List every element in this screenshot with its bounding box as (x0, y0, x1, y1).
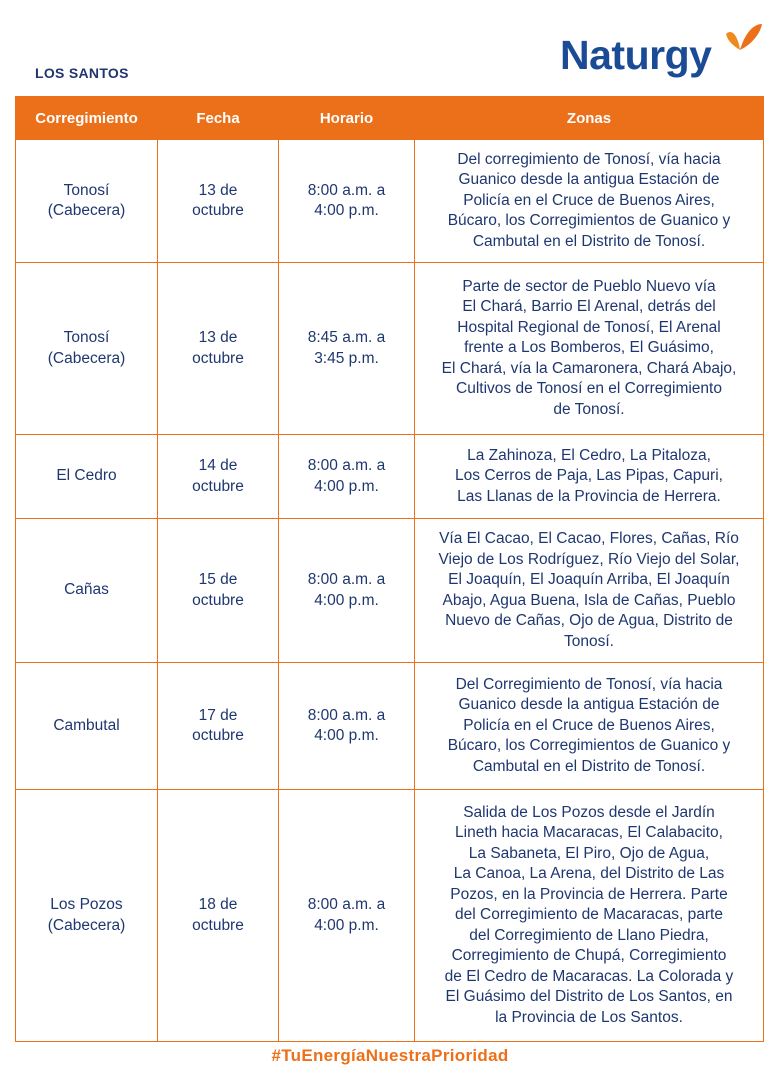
cell-line: Del corregimiento de Tonosí, vía hacia (457, 150, 721, 168)
cell-corregimiento (16, 140, 158, 263)
cell-line: Policía en el Cruce de Buenos Aires, (463, 191, 715, 209)
cell-line: octubre (192, 916, 244, 934)
header-fecha: Fecha (158, 97, 279, 140)
cell-line: octubre (192, 727, 244, 744)
cell-corregimiento (16, 435, 158, 519)
cell-line: Las Llanas de la Provincia de Herrera. (457, 487, 721, 505)
cell-zonas (415, 790, 764, 1042)
cell-line: Búcaro, los Corregimientos de Guanico y (447, 212, 731, 230)
cell-line: Hospital Regional de Tonosí, El Arenal (457, 318, 721, 336)
cell-line: La Sabaneta, El Piro, Ojo de Agua, (468, 844, 710, 862)
cell-line: (Cabecera) (47, 202, 126, 219)
cell-fecha (158, 435, 279, 519)
cell-fecha (158, 263, 279, 435)
cell-horario (279, 519, 415, 663)
cell-fecha (158, 140, 279, 263)
cell-line: Cambutal en el Distrito de Tonosí. (472, 232, 706, 250)
cell-horario (279, 263, 415, 435)
cell-line: 13 de (198, 181, 238, 199)
butterfly-icon (722, 22, 766, 62)
cell-fecha (158, 790, 279, 1042)
cell-line: Guanico desde la antigua Estación de (458, 171, 720, 189)
logo-wordmark: Naturgy (560, 32, 712, 78)
cell-line: Nuevo de Cañas, Ojo de Agua, Distrito de (445, 612, 733, 629)
cell-line: la Provincia de Los Santos. (495, 1008, 683, 1026)
cell-line: del Corregimiento de Macaracas, parte (455, 906, 723, 924)
cell-line: de Tonosí. (553, 400, 625, 418)
cell-line: 4:00 p.m. (314, 477, 379, 495)
cell-line: Vía El Cacao, El Cacao, Flores, Cañas, Río (439, 530, 739, 547)
cell-line: Corregimiento de Chupá, Corregimiento (451, 947, 727, 965)
cell-line: Cultivos de Tonosí en el Corregimiento (456, 380, 722, 398)
cell-line: Pozos, en la Provincia de Herrera. Parte (450, 885, 728, 903)
table-row (16, 263, 764, 435)
table-body (16, 140, 764, 1042)
cell-line: Cambutal en el Distrito de Tonosí. (472, 757, 706, 775)
cell-line: Salida de Los Pozos desde el Jardín (463, 803, 715, 821)
cell-line: 14 de (198, 457, 238, 474)
cell-line: Del Corregimiento de Tonosí, vía hacia (455, 675, 723, 693)
cell-zonas (415, 519, 764, 663)
header-corregimiento: Corregimiento (16, 97, 158, 140)
cell-line: (Cabecera) (47, 349, 126, 367)
cell-line: 8:00 a.m. a (307, 706, 386, 724)
cell-zonas (415, 435, 764, 519)
cell-line: 18 de (198, 896, 238, 913)
cell-line: octubre (192, 591, 244, 609)
header-horario: Horario (279, 97, 415, 140)
cell-line: 8:00 a.m. a (307, 457, 386, 474)
cell-corregimiento (16, 663, 158, 790)
cell-line: El Joaquín, El Joaquín Arriba, El Joaquín (448, 571, 730, 588)
cell-corregimiento (16, 790, 158, 1042)
cell-line: 3:45 p.m. (314, 349, 379, 367)
cell-line: Cambutal (53, 716, 120, 734)
cell-zonas (415, 663, 764, 790)
schedule-table (15, 96, 764, 1042)
cell-corregimiento (16, 263, 158, 435)
cell-line: Parte de sector de Pueblo Nuevo vía (462, 277, 716, 295)
cell-line: Tonosí (63, 181, 110, 199)
cell-line: octubre (192, 202, 244, 219)
cell-line: Lineth hacia Macaracas, El Calabacito, (455, 824, 723, 842)
cell-line: Tonosí (63, 329, 110, 346)
cell-line: La Canoa, La Arena, del Distrito de Las (453, 865, 725, 883)
cell-line: Tonosí. (564, 632, 614, 650)
cell-corregimiento (16, 519, 158, 663)
cell-line: El Chará, Barrio El Arenal, detrás del (462, 298, 716, 316)
cell-line: frente a Los Bomberos, El Guásimo, (464, 339, 714, 357)
table-row (16, 140, 764, 263)
cell-line: 13 de (198, 329, 238, 346)
table-row (16, 519, 764, 663)
cell-zonas (415, 263, 764, 435)
cell-line: (Cabecera) (47, 916, 126, 934)
cell-fecha (158, 663, 279, 790)
cell-line: Los Pozos (50, 896, 123, 913)
cell-line: 17 de (198, 706, 238, 724)
naturgy-logo (560, 22, 770, 82)
cell-line: Viejo de Los Rodríguez, Río Viejo del Solar, (438, 550, 740, 568)
cell-line: Abajo, Agua Buena, Isla de Cañas, Pueblo (442, 591, 736, 609)
cell-line: 8:00 a.m. a (307, 896, 386, 913)
cell-line: Búcaro, los Corregimientos de Guanico y (447, 737, 731, 755)
cell-line: Cañas (64, 581, 109, 599)
cell-line: de El Cedro de Macaracas. La Colorada y (444, 967, 734, 985)
cell-line: 8:00 a.m. a (307, 181, 386, 199)
cell-line: El Guásimo del Distrito de Los Santos, en (445, 988, 733, 1006)
cell-line: 8:45 a.m. a (307, 329, 386, 346)
cell-line: 4:00 p.m. (314, 727, 379, 744)
table-header-row (16, 97, 764, 140)
region-title: LOS SANTOS (35, 65, 129, 81)
cell-horario (279, 435, 415, 519)
cell-line: El Chará, vía la Camaronera, Chará Abajo, (441, 359, 737, 377)
table-row (16, 790, 764, 1042)
cell-horario (279, 140, 415, 263)
cell-line: Policía en el Cruce de Buenos Aires, (463, 716, 715, 734)
footer-hashtag: #TuEnergíaNuestraPrioridad (271, 1046, 509, 1065)
cell-line: El Cedro (56, 467, 117, 485)
cell-zonas (415, 140, 764, 263)
cell-fecha (158, 519, 279, 663)
header-zonas: Zonas (415, 97, 764, 140)
cell-horario (279, 790, 415, 1042)
cell-line: octubre (192, 477, 244, 495)
cell-line: 4:00 p.m. (314, 916, 379, 934)
cell-line: 8:00 a.m. a (307, 571, 386, 588)
cell-line: octubre (192, 349, 244, 367)
cell-line: La Zahinoza, El Cedro, La Pitaloza, (467, 446, 711, 464)
cell-line: Guanico desde la antigua Estación de (458, 696, 720, 714)
table-row (16, 663, 764, 790)
cell-line: 4:00 p.m. (314, 202, 379, 219)
table-row (16, 435, 764, 519)
cell-line: 4:00 p.m. (314, 591, 379, 609)
cell-horario (279, 663, 415, 790)
cell-line: Los Cerros de Paja, Las Pipas, Capuri, (455, 467, 723, 485)
cell-line: 15 de (198, 571, 238, 588)
cell-line: del Corregimiento de Llano Piedra, (469, 926, 709, 944)
